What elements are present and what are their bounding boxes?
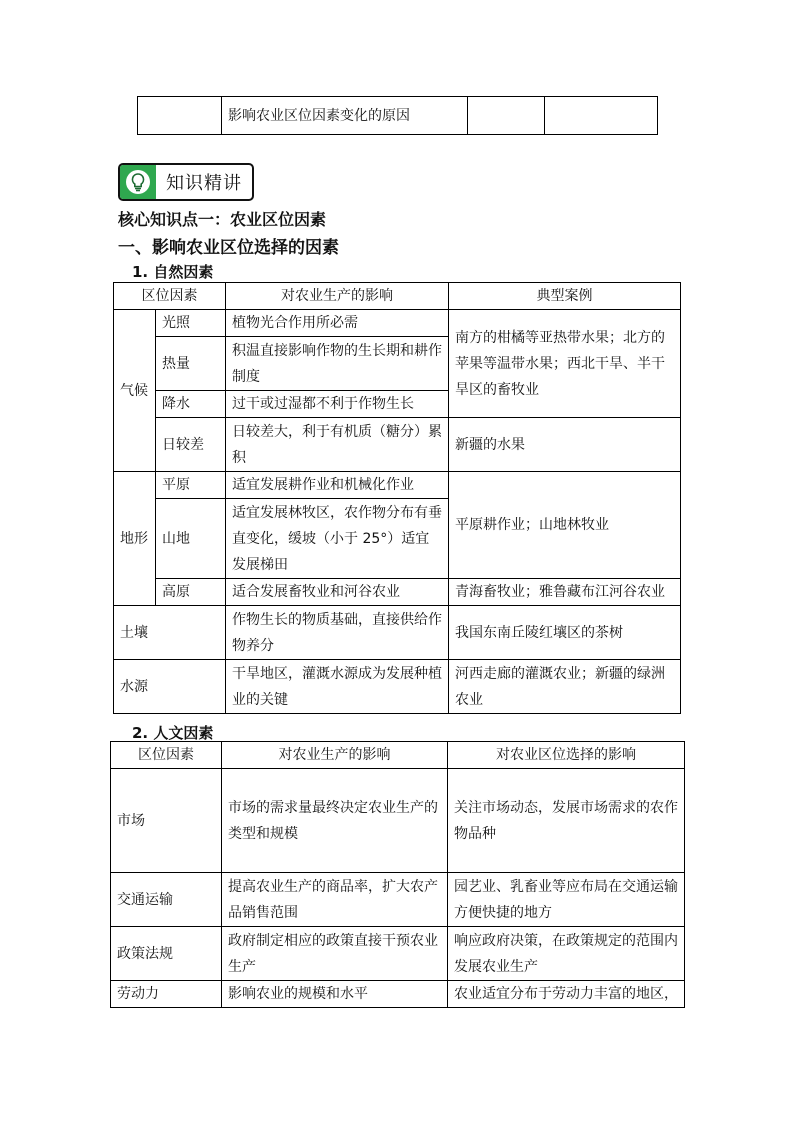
effect-cell: 适宜发展耕作业和机械化作业 [226, 472, 449, 499]
factor-cell: 政策法规 [111, 927, 222, 981]
case-cell: 新疆的水果 [449, 418, 681, 472]
subsection-human-title: 2. 人文因素 [132, 724, 214, 742]
effect-cell: 植物光合作用所必需 [226, 310, 449, 337]
effect-cell: 市场的需求量最终决定农业生产的类型和规模 [222, 769, 448, 873]
factor-cell: 日较差 [156, 418, 226, 472]
effect-cell: 政府制定相应的政策直接干预农业生产 [222, 927, 448, 981]
knowledge-point-title: 核心知识点一：农业区位因素 [118, 210, 327, 229]
table-row [114, 579, 681, 606]
badge-label: 知识精讲 [166, 173, 242, 194]
effect-cell: 干旱地区，灌溉水源成为发展种植业的关键 [226, 660, 449, 714]
table-row [138, 97, 658, 135]
table-header-row [114, 283, 681, 310]
section-title: 一、影响农业区位选择的因素 [118, 238, 339, 258]
lightbulb-icon [120, 165, 156, 199]
knowledge-badge [118, 163, 254, 201]
table-row [111, 769, 685, 873]
column-header: 对农业区位选择的影响 [448, 742, 685, 769]
choice-cell: 关注市场动态，发展市场需求的农作物品种 [448, 769, 685, 873]
factor-cell: 光照 [156, 310, 226, 337]
previous-table-fragment [137, 96, 658, 135]
table-cell [545, 97, 658, 135]
factor-cell: 山地 [156, 499, 226, 579]
effect-cell: 过干或过湿都不利于作物生长 [226, 391, 449, 418]
effect-cell: 影响农业的规模和水平 [222, 981, 448, 1008]
column-header: 区位因素 [114, 283, 226, 310]
group-cell-terrain: 地形 [114, 472, 156, 606]
factor-cell: 水源 [114, 660, 226, 714]
factor-cell: 市场 [111, 769, 222, 873]
factor-cell: 劳动力 [111, 981, 222, 1008]
effect-cell: 适宜发展林牧区，农作物分布有垂直变化，缓坡（小于 25°）适宜发展梯田 [226, 499, 449, 579]
effect-cell: 适合发展畜牧业和河谷农业 [226, 579, 449, 606]
effect-cell: 积温直接影响作物的生长期和耕作制度 [226, 337, 449, 391]
column-header: 区位因素 [111, 742, 222, 769]
effect-cell: 作物生长的物质基础，直接供给作物养分 [226, 606, 449, 660]
table-row [114, 418, 681, 472]
table-row [114, 660, 681, 714]
factor-cell: 热量 [156, 337, 226, 391]
table-row [111, 873, 685, 927]
table-cell [468, 97, 545, 135]
natural-factors-table [113, 282, 681, 714]
factor-cell: 平原 [156, 472, 226, 499]
effect-cell: 提高农业生产的商品率，扩大农产品销售范围 [222, 873, 448, 927]
choice-cell: 农业适宜分布于劳动力丰富的地区， [448, 981, 685, 1008]
table-row [114, 472, 681, 499]
table-cell [138, 97, 222, 135]
factor-cell: 高原 [156, 579, 226, 606]
case-cell: 我国东南丘陵红壤区的茶树 [449, 606, 681, 660]
factor-cell: 土壤 [114, 606, 226, 660]
effect-cell: 日较差大，利于有机质（糖分）累积 [226, 418, 449, 472]
table-cell: 影响农业区位因素变化的原因 [222, 97, 468, 135]
factor-cell: 降水 [156, 391, 226, 418]
group-cell-climate: 气候 [114, 310, 156, 472]
case-cell: 南方的柑橘等亚热带水果；北方的苹果等温带水果；西北干旱、半干旱区的畜牧业 [449, 310, 681, 418]
column-header: 对农业生产的影响 [222, 742, 448, 769]
table-header-row [111, 742, 685, 769]
choice-cell: 园艺业、乳畜业等应布局在交通运输方便快捷的地方 [448, 873, 685, 927]
column-header: 典型案例 [449, 283, 681, 310]
case-cell: 河西走廊的灌溉农业；新疆的绿洲农业 [449, 660, 681, 714]
subsection-natural-title: 1. 自然因素 [132, 263, 214, 281]
case-cell: 青海畜牧业；雅鲁藏布江河谷农业 [449, 579, 681, 606]
choice-cell: 响应政府决策，在政策规定的范围内发展农业生产 [448, 927, 685, 981]
table-row [114, 310, 681, 337]
human-factors-table [110, 741, 685, 1008]
factor-cell: 交通运输 [111, 873, 222, 927]
column-header: 对农业生产的影响 [226, 283, 449, 310]
table-row [111, 927, 685, 981]
table-row [114, 606, 681, 660]
case-cell: 平原耕作业；山地林牧业 [449, 472, 681, 579]
table-row [111, 981, 685, 1008]
